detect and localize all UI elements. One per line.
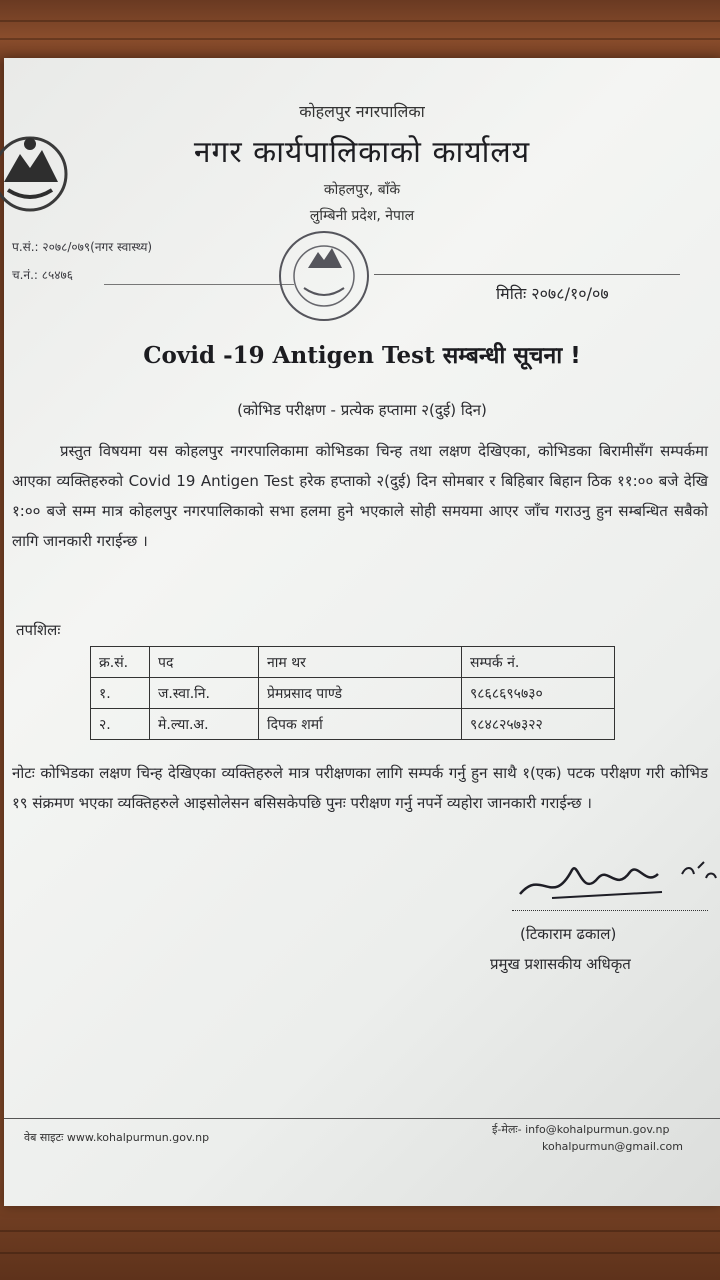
- header-post: पद: [150, 647, 259, 678]
- signatory-name: (टिकाराम ढकाल): [520, 925, 617, 943]
- title-latin: Covid -19 Antigen Test: [143, 342, 435, 369]
- notice-body: प्रस्तुत विषयमा यस कोहलपुर नगरपालिकामा कोभिडका चिन्ह तथा लक्षण देखिएका, कोभिडका बिरामीसँग सम्पर्कमा आएका व्यक्तिहरुको Covid 19 Antigen Test हरेक हप्ताको २(दुई) दिन सोमबार र बिहिबार बिहान ठिक ११:०० बजे देखि १:०० बजे सम्म मात्र कोहलपुर नगरपालिकाको सभा हलमा हुने भएकाले सोही समयमा आएर जाँच गराउनु हुन सम्बन्धित सबैको लागि जानकारी गराईन्छ ।: [12, 442, 708, 550]
- row-1-contact: ९८६८६९५७३०: [462, 678, 615, 709]
- notice-document: [4, 58, 720, 1206]
- notice-note: नोटः कोभिडका लक्षण चिन्ह देखिएका व्यक्तिहरुले मात्र परीक्षणका लागि सम्पर्क गर्नु हुन साथै १(एक) पटक परीक्षण गरी कोभिड १९ संक्रमण भएका व्यक्तिहरुले आइसोलेसन बसिसकेपछि पुनः परीक्षण गर्नु नपर्ने व्यहोरा जानकारी गराईन्छ ।: [12, 764, 708, 812]
- tapashil-label: तपशिलः: [16, 621, 61, 639]
- footer-website: वेब साइटः www.kohalpurmun.gov.np: [24, 1131, 210, 1144]
- official-stamp-icon: [276, 228, 372, 324]
- municipality-name: कोहलपुर नगरपालिका: [299, 102, 425, 121]
- row-2-serial: २.: [91, 709, 150, 740]
- row-2-name: दिपक शर्मा: [259, 709, 462, 740]
- footer-email: ई-मेलः- info@kohalpurmun.gov.np: [492, 1123, 670, 1136]
- contact-table: [90, 646, 615, 740]
- signatory-designation: प्रमुख प्रशासकीय अधिकृत: [490, 955, 631, 973]
- notice-title: [4, 338, 720, 370]
- row-1-post: ज.स्वा.नि.: [150, 678, 259, 709]
- row-1-serial: १.: [91, 678, 150, 709]
- row-2-post: मे.ल्या.अ.: [150, 709, 259, 740]
- reference-number: प.सं.: २०७८/०७९(नगर स्वास्थ्य): [12, 240, 153, 254]
- signature-icon: [512, 848, 720, 918]
- address-line-2: लुम्बिनी प्रदेश, नेपाल: [309, 208, 415, 224]
- table-row: [91, 678, 615, 709]
- title-devanagari: सम्बन्धी सूचना !: [442, 343, 581, 369]
- issue-date: मितिः २०७८/१०/०७: [496, 284, 609, 303]
- table-header-row: [91, 647, 615, 678]
- header-contact: सम्पर्क नं.: [462, 647, 615, 678]
- row-2-contact: ९८४८२५७३२२: [462, 709, 615, 740]
- header-serial: क्र.सं.: [91, 647, 150, 678]
- office-title: नगर कार्यपालिकाको कार्यालय: [193, 135, 531, 170]
- footer-email-2: kohalpurmun@gmail.com: [542, 1140, 683, 1153]
- header-name: नाम थर: [259, 647, 462, 678]
- table-row: [91, 709, 615, 740]
- dispatch-number: च.नं.: ८५४७६: [12, 268, 73, 282]
- address-line-1: कोहलपुर, बाँके: [323, 182, 401, 198]
- row-1-name: प्रेमप्रसाद पाण्डे: [259, 678, 462, 709]
- notice-subtitle: (कोभिड परीक्षण - प्रत्येक हप्तामा २(दुई) दिन): [237, 401, 487, 419]
